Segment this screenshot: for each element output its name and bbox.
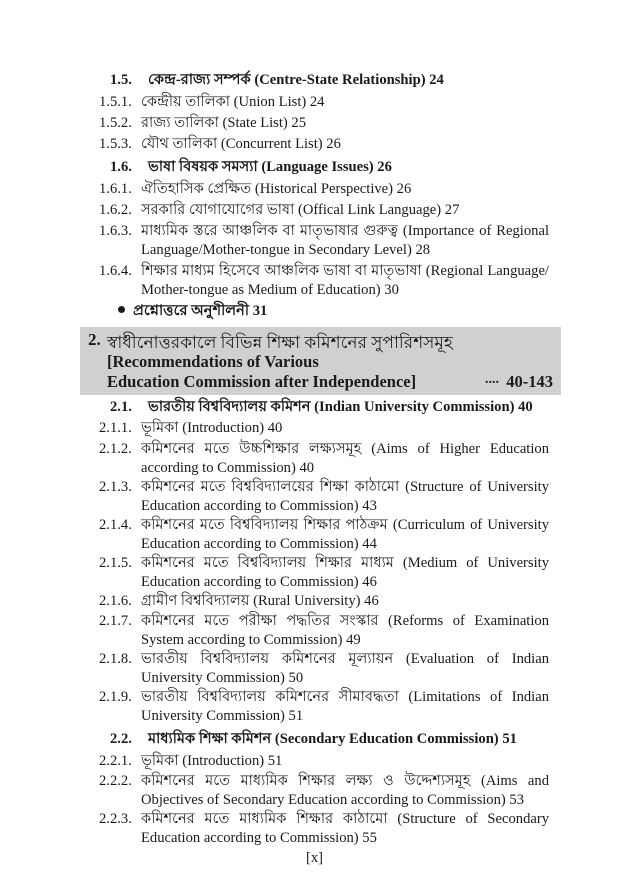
- section-title: ভারতীয় বিশ্ববিদ্যালয় কমিশন (Indian University Commission) 40: [148, 399, 533, 415]
- entry-title: ভারতীয় বিশ্ববিদ্যালয় কমিশনের মূল্যায়ন (Evaluation of Indian University Commission) 50: [141, 651, 549, 686]
- entry-title: ভূমিকা (Introduction) 51: [141, 753, 283, 769]
- section-number: 2.2.: [110, 731, 132, 747]
- entry-title: যৌথ তালিকা (Concurrent List) 26: [141, 136, 341, 152]
- chapter-page-range: 40-143: [506, 372, 553, 391]
- entry-number: 2.1.7.: [99, 613, 132, 629]
- section-title: মাধ্যমিক শিক্ষা কমিশন (Secondary Education Commission) 51: [148, 731, 517, 747]
- entry-title: কেন্দ্রীয় তালিকা (Union List) 24: [141, 94, 325, 110]
- entry-number: 1.5.3.: [99, 136, 132, 152]
- entry-title: শিক্ষার মাধ্যম হিসেবে আঞ্চলিক ভাষা বা মাতৃভাষা (Regional Language/ Mother-tongue as Medium of Education) 30: [141, 263, 549, 298]
- entry-title: রাজ্য তালিকা (State List) 25: [141, 115, 307, 131]
- entry-title: কমিশনের মতে বিশ্ববিদ্যালয়ের শিক্ষা কাঠামো (Structure of University Education according to Commission) 43: [141, 479, 549, 514]
- entry-title: কমিশনের মতে মাধ্যমিক শিক্ষার লক্ষ্য ও উদ্দেশ্যসমূহ (Aims and Objectives of Secondary Education according to Commission) 53: [141, 773, 549, 808]
- entry-number: 2.1.5.: [99, 555, 132, 571]
- entry-title: সরকারি যোগাযোগের ভাষা (Offical Link Language) 27: [141, 202, 460, 218]
- entry-number: 2.1.1.: [99, 420, 132, 436]
- section-number: 1.5.: [110, 72, 132, 88]
- entry-title: কমিশনের মতে বিশ্ববিদ্যালয় শিক্ষার পাঠক্রম (Curriculum of University Education according to Commission) 44: [141, 517, 549, 552]
- entry-number: 2.2.1.: [99, 753, 132, 769]
- section-title: ভাষা বিষয়ক সমস্যা (Language Issues) 26: [148, 159, 392, 175]
- section-number: 2.1.: [110, 399, 132, 415]
- entry-title: মাধ্যমিক স্তরে আঞ্চলিক বা মাতৃভাষার গুরুত্ব (Importance of Regional Language/Mother-tongue in Secondary Level) 28: [141, 223, 549, 258]
- entry-number: 2.1.8.: [99, 651, 132, 667]
- entry-title: কমিশনের মতে উচ্চশিক্ষার লক্ষ্যসমূহ (Aims of Higher Education according to Commission) 40: [141, 441, 549, 476]
- section-title: কেন্দ্র-রাজ্য সম্পর্ক (Centre-State Relationship) 24: [148, 72, 444, 88]
- entry-number: 1.6.3.: [99, 223, 132, 239]
- chapter-title-bengali: স্বাধীনোত্তরকালে বিভিন্ন শিক্ষা কমিশনের সুপারিশসমূহ: [107, 333, 453, 352]
- chapter-leader-dots: ....: [485, 372, 499, 387]
- entry-number: 2.1.2.: [99, 441, 132, 457]
- section-number: 1.6.: [110, 159, 132, 175]
- entry-title: ভারতীয় বিশ্ববিদ্যালয় কমিশনের সীমাবদ্ধতা (Limitations of Indian University Commission) 51: [141, 689, 549, 724]
- page-number: [x]: [305, 850, 324, 866]
- entry-number: 2.1.6.: [99, 593, 132, 609]
- entry-number: 2.2.2.: [99, 773, 132, 789]
- entry-number: 2.2.3.: [99, 811, 132, 827]
- entry-number: 1.5.2.: [99, 115, 132, 131]
- chapter-number: 2.: [88, 330, 101, 349]
- entry-title: ঐতিহাসিক প্রেক্ষিত (Historical Perspective) 26: [141, 181, 412, 197]
- entry-title: গ্রামীণ বিশ্ববিদ্যালয় (Rural University) 46: [141, 593, 379, 609]
- entry-number: 2.1.4.: [99, 517, 132, 533]
- entry-number: 2.1.9.: [99, 689, 132, 705]
- entry-title: কমিশনের মতে পরীক্ষা পদ্ধতির সংস্কার (Reforms of Examination System according to Commission) 49: [141, 613, 549, 648]
- entry-title: কমিশনের মতে বিশ্ববিদ্যালয় শিক্ষার মাধ্যম (Medium of University Education according to Commission) 46: [141, 555, 549, 590]
- chapter-2-heading: [80, 327, 561, 395]
- entry-number: 2.1.3.: [99, 479, 132, 495]
- chapter-title-english-line1: [Recommendations of Various: [107, 352, 319, 371]
- entry-number: 1.6.2.: [99, 202, 132, 218]
- entry-title: ভূমিকা (Introduction) 40: [141, 420, 283, 436]
- exercise-title: প্রশ্নোত্তরে অনুশীলনী 31: [133, 303, 268, 319]
- entry-number: 1.6.4.: [99, 263, 132, 279]
- bullet-icon: [118, 306, 125, 313]
- entry-title: কমিশনের মতে মাধ্যমিক শিক্ষার কাঠামো (Structure of Secondary Education according to Commission) 55: [141, 811, 549, 846]
- entry-number: 1.6.1.: [99, 181, 132, 197]
- chapter-title-english-line2: Education Commission after Independence]: [107, 372, 417, 391]
- entry-number: 1.5.1.: [99, 94, 132, 110]
